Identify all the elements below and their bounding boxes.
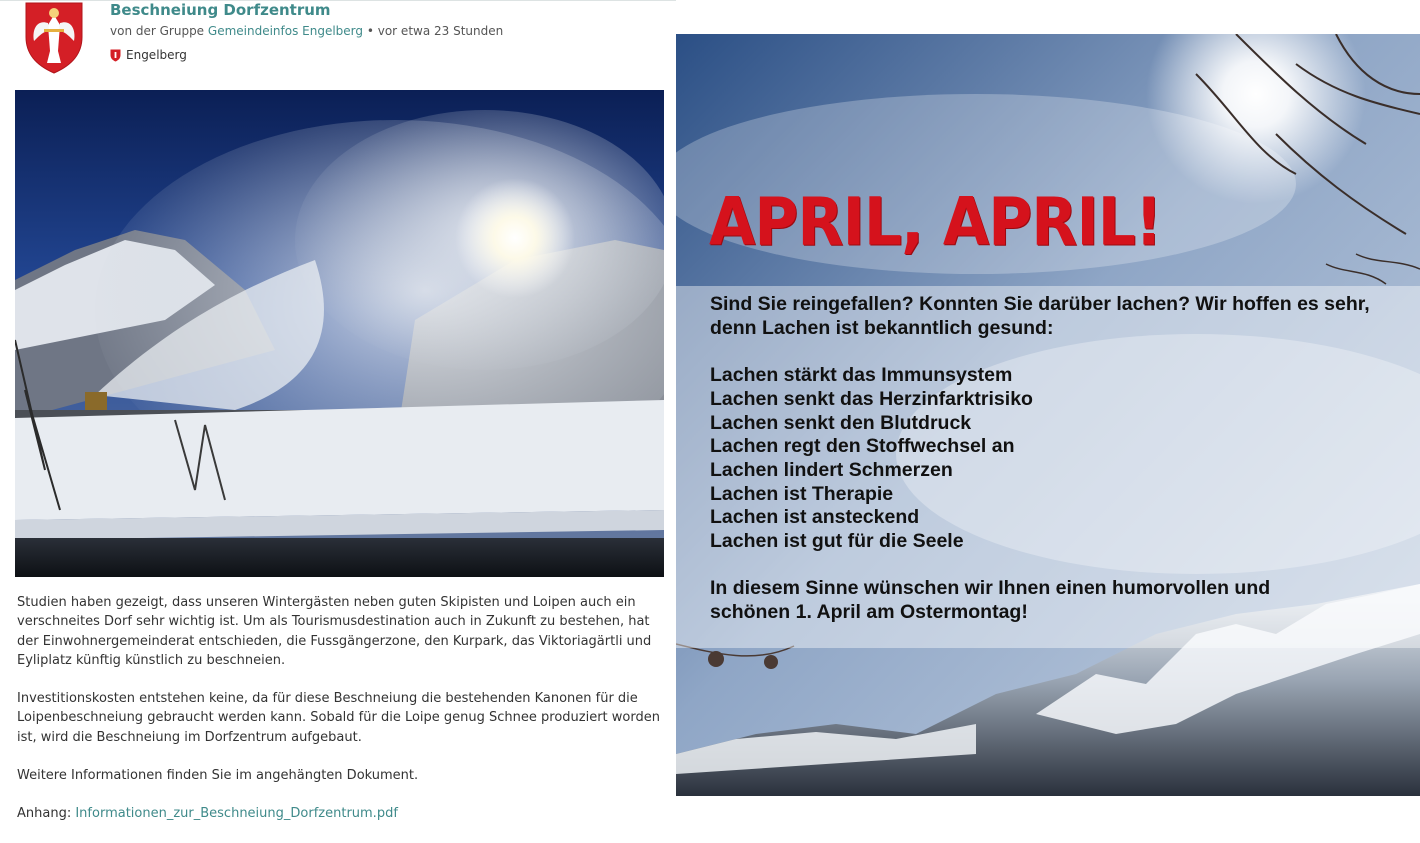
group-post bbox=[0, 0, 676, 831]
april-headline: APRIL, APRIL! bbox=[709, 184, 1162, 261]
message-line: Lachen regt den Stoffwechsel an bbox=[710, 435, 1015, 458]
attachment-link[interactable]: Informationen_zur_Beschneiung_Dorfzentrum.pdf bbox=[75, 806, 398, 822]
message-line: Sind Sie reingefallen? Konnten Sie darüber lachen? Wir hoffen es sehr, bbox=[710, 293, 1370, 315]
message-line: denn Lachen ist bekanntlich gesund: bbox=[710, 316, 1054, 339]
post-paragraph: Weitere Informationen finden Sie im angehängten Dokument. bbox=[17, 768, 419, 784]
message-line: Lachen ist Therapie bbox=[710, 482, 894, 505]
message-line: In diesem Sinne wünschen wir Ihnen einen humorvollen und bbox=[710, 577, 1271, 600]
post-body bbox=[17, 593, 665, 843]
location-label: Engelberg bbox=[126, 48, 187, 62]
message-line: schönen 1. April am Ostermontag! bbox=[710, 601, 1028, 624]
attachment bbox=[17, 804, 665, 823]
message-line: Lachen senkt das Herzinfarktrisiko bbox=[710, 387, 1033, 410]
meta-prefix: von der Gruppe bbox=[110, 24, 208, 38]
attachment-label: Anhang: bbox=[17, 806, 76, 822]
crest-icon bbox=[110, 49, 121, 62]
group-link[interactable]: Gemeindeinfos Engelberg bbox=[207, 24, 364, 38]
blank-line bbox=[710, 340, 1420, 364]
message-line: Lachen stärkt das Immunsystem bbox=[710, 364, 1013, 387]
blank-line bbox=[710, 554, 1420, 578]
post-title[interactable]: Beschneiung Dorfzentrum bbox=[110, 1, 331, 19]
post-paragraph: Investitionskosten entstehen keine, da für diese Beschneiung die bestehenden Kanonen für die Loipenbeschneiung gebraucht werden kann. Sobald für die Loipe genug Schnee produziert worden ist, wird die Beschneiung im Dorfzentrum aufgebaut. bbox=[17, 691, 660, 745]
message-line: Lachen ist ansteckend bbox=[710, 506, 920, 529]
post-meta bbox=[110, 24, 503, 38]
message-line: Lachen lindert Schmerzen bbox=[710, 458, 953, 481]
april-message bbox=[710, 293, 1420, 625]
message-line: Lachen ist gut für die Seele bbox=[710, 530, 964, 553]
post-paragraph: Studien haben gezeigt, dass unseren Wintergästen neben guten Skipisten und Loipen auch ein verschneites Dorf sehr wichtig ist. Um als Tourismusdestination auch in Zukunft zu bestehen, hat der Einwohnergemeinderat entschieden, die Fussgängerzone, den Kurpark, das Viktoriagärtli und Eyliplatz künftig künstlich zu beschneien. bbox=[17, 595, 652, 668]
engelberg-crest-logo[interactable] bbox=[20, 1, 88, 75]
snow-cannon-photo[interactable] bbox=[15, 90, 664, 577]
april-fools-image bbox=[676, 34, 1420, 796]
location-tag[interactable] bbox=[110, 48, 187, 62]
post-timestamp: • vor etwa 23 Stunden bbox=[363, 24, 504, 38]
message-line: Lachen senkt den Blutdruck bbox=[710, 411, 972, 434]
